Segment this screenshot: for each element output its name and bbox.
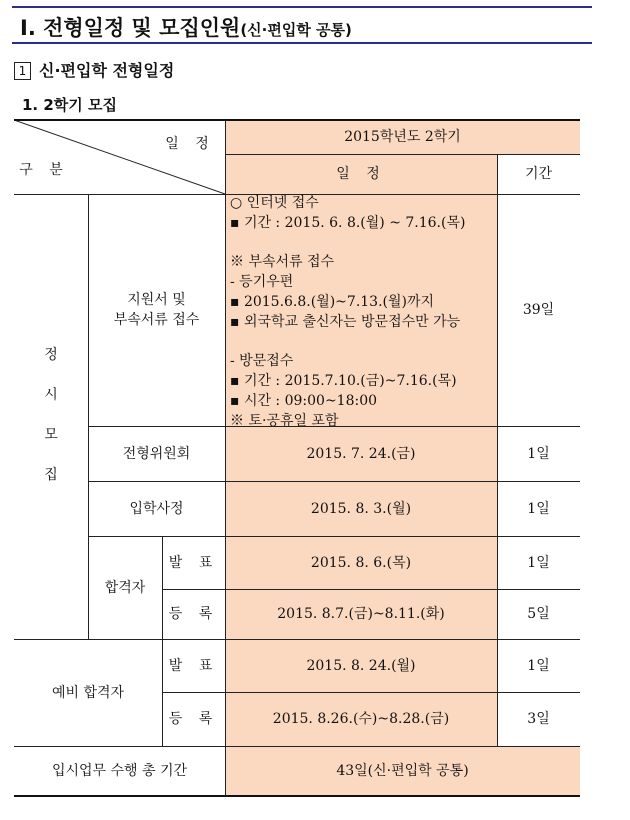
committee-period: 1일 xyxy=(527,445,550,462)
reserve-register-date: 2015. 8.26.(수)~8.28.(금) xyxy=(272,711,450,727)
grid-line xyxy=(88,426,580,427)
application-detail-line: ※ 토·공휴일 포함 xyxy=(230,412,339,429)
reserve-announce-period: 1일 xyxy=(527,657,550,674)
grid-line-vertical xyxy=(497,154,498,746)
committee-label: 전형위원회 xyxy=(122,445,191,462)
table-bottom-border xyxy=(14,795,580,797)
passers-register-date: 2015. 8.7.(금)~8.11.(화) xyxy=(277,606,445,622)
total-label: 입시업무 수행 총 기간 xyxy=(51,763,188,779)
regular-group-char: 시 xyxy=(44,387,58,403)
regular-group-char: 정 xyxy=(44,347,58,363)
application-detail-line: - 등기우편 xyxy=(230,274,294,291)
reserve-register-period: 3일 xyxy=(527,711,550,727)
application-label xyxy=(88,284,225,336)
application-label-line: 지원서 및 xyxy=(127,292,186,308)
passers-announce-label: 발 표 xyxy=(168,554,219,571)
assessment-period: 1일 xyxy=(527,500,550,517)
grid-line xyxy=(14,194,580,195)
application-detail-line: ▪ 시간 : 09:00~18:00 xyxy=(230,392,378,409)
grid-line xyxy=(14,639,580,640)
reserve-announce-date: 2015. 8. 24.(월) xyxy=(306,657,416,674)
reserve-register-label: 등 록 xyxy=(168,711,219,727)
corner-bottom-label: 구 분 xyxy=(19,162,69,178)
reserve-announce-label: 발 표 xyxy=(168,657,219,674)
application-period: 39일 xyxy=(522,302,555,318)
section-title-text: 신·편입학 전형일정 xyxy=(39,61,175,80)
heading-title xyxy=(20,12,352,42)
heading-banner xyxy=(12,6,592,44)
section-number-box: 1 xyxy=(14,62,31,80)
passers-label: 합격자 xyxy=(104,579,146,596)
regular-group-label xyxy=(14,334,88,496)
heading-main: Ⅰ. 전형일정 및 모집인원 xyxy=(20,16,241,40)
regular-group-char: 모 xyxy=(44,427,58,443)
assessment-date: 2015. 8. 3.(월) xyxy=(310,500,412,517)
reserve-label: 예비 합격자 xyxy=(51,684,125,701)
application-label-line: 부속서류 접수 xyxy=(113,312,200,328)
grid-line xyxy=(225,154,580,155)
application-detail-line: ▪ 2015.6.8.(월)~7.13.(월)까지 xyxy=(230,293,435,310)
passers-announce-date: 2015. 8. 6.(목) xyxy=(310,554,412,571)
application-detail-line: ○ 인터넷 접수 xyxy=(230,195,319,211)
table-top-border xyxy=(14,119,580,121)
committee-date: 2015. 7. 24.(금) xyxy=(306,445,416,462)
application-details xyxy=(230,194,465,432)
passers-register-period: 5일 xyxy=(527,606,550,622)
grid-line-vertical xyxy=(88,194,89,639)
passers-register-label: 등 록 xyxy=(168,606,219,622)
subsection-title: 1. 2학기 모집 xyxy=(22,96,117,114)
semester-header: 2015학년도 2학기 xyxy=(344,129,461,145)
application-detail-line: ▪ 외국학교 출신자는 방문접수만 가능 xyxy=(230,313,461,330)
application-detail-spacer xyxy=(230,234,465,254)
application-detail-spacer xyxy=(230,333,465,353)
regular-group-char: 집 xyxy=(44,467,58,483)
grid-line xyxy=(14,746,580,747)
grid-line-vertical xyxy=(162,536,163,746)
column-period: 기간 xyxy=(524,166,553,182)
grid-line-vertical xyxy=(225,120,226,796)
application-detail-line: ※ 부속서류 접수 xyxy=(230,254,335,271)
assessment-label: 입학사정 xyxy=(129,500,184,517)
application-detail-line: ▪ 기간 : 2015. 6. 8.(월) ~ 7.16.(목) xyxy=(230,214,466,231)
application-detail-line: ▪ 기간 : 2015.7.10.(금)~7.16.(목) xyxy=(230,373,457,390)
application-detail-line: - 방문접수 xyxy=(230,353,294,370)
corner-top-label: 일 정 xyxy=(165,136,215,152)
column-schedule: 일 정 xyxy=(336,166,386,182)
section-title xyxy=(14,58,174,81)
heading-subtitle: (신·편입학 공통) xyxy=(240,21,352,39)
grid-line xyxy=(88,481,580,482)
passers-announce-period: 1일 xyxy=(527,554,550,571)
total-value: 43일(신·편입학 공통) xyxy=(336,763,469,779)
